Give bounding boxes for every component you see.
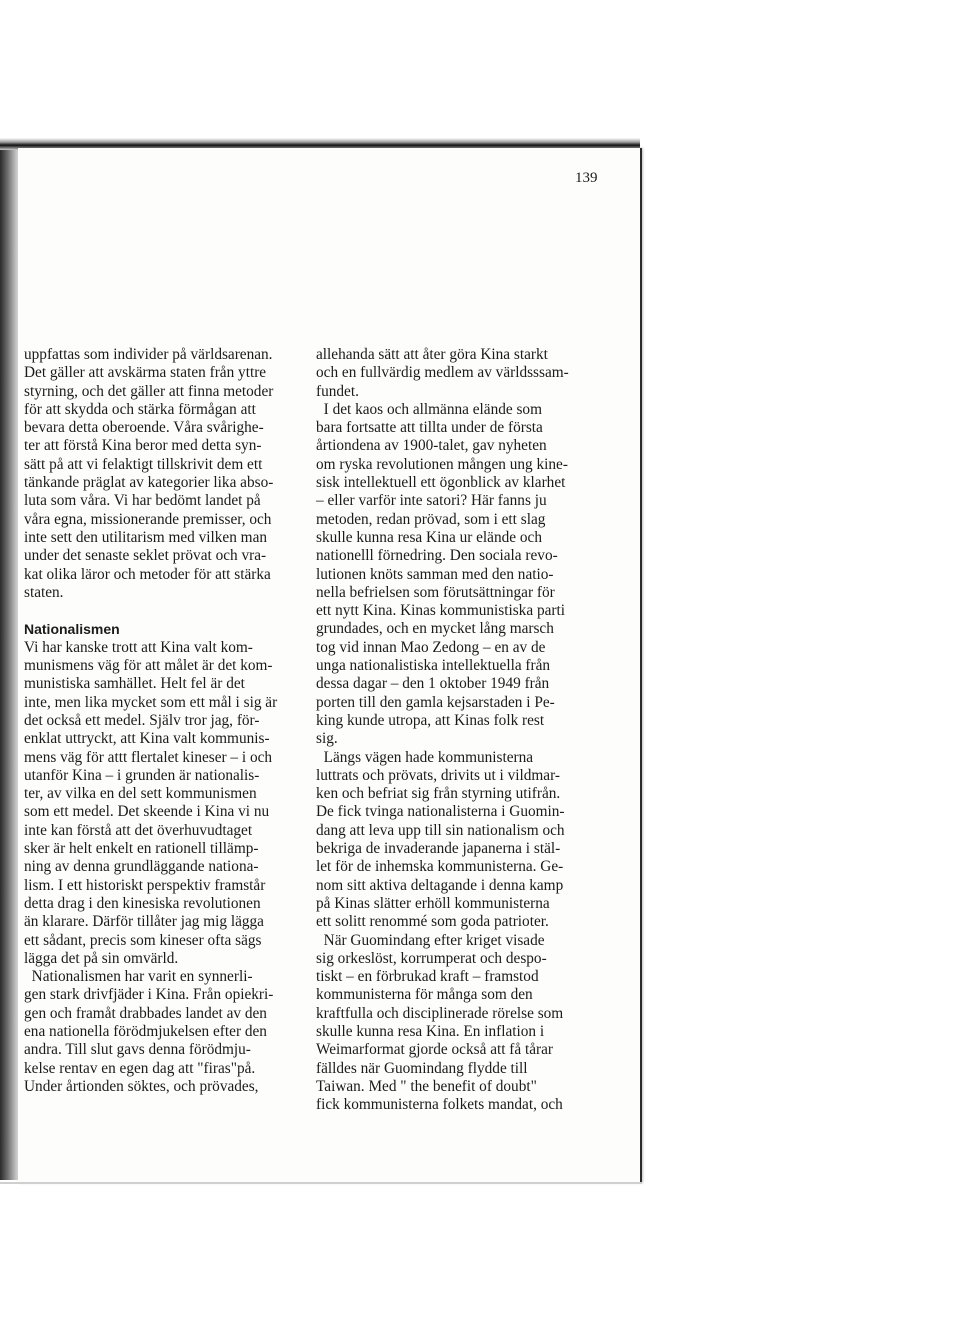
text-line: våra egna, missionerande premisser, och: [24, 510, 272, 528]
section-heading: Nationalismen: [24, 621, 120, 638]
text-line: skulle kunna resa Kina. En inflation i: [316, 1022, 545, 1040]
text-line: gen och framåt drabbades landet av den: [24, 1004, 267, 1022]
text-line: fick kommunisterna folkets mandat, och: [316, 1096, 563, 1114]
scan-binding-shadow: [0, 150, 18, 1180]
text-line: kat olika läror och metoder för att stärka: [24, 565, 271, 583]
text-line: under det senaste seklet prövat och vra-: [24, 547, 267, 565]
text-line: styrning, och det gäller att finna metoder: [24, 382, 274, 400]
text-line: om ryska revolutionen mången ung kine-: [316, 455, 568, 473]
text-line: enklat uttryckt, att Kina valt kommunis-: [24, 730, 270, 748]
text-line: metoden, redan prövad, som i ett slag: [316, 510, 546, 528]
text-line: bekriga de invaderande japanerna i stäl-: [316, 840, 561, 858]
text-line: grundades, och en mycket lång marsch: [316, 620, 554, 638]
text-line: som ett medel. Det skeende i Kina vi nu: [24, 803, 270, 821]
text-line: [24, 602, 296, 620]
text-line: ena nationella förödmjukelsen efter den: [24, 1022, 267, 1040]
text-line: kelse rentav en egen dag att "firas"på.: [24, 1059, 256, 1077]
text-line: nella befrielsen som förutsättningar för: [316, 583, 555, 601]
text-line: luttrats och prövats, drivits ut i vildmar-: [316, 766, 560, 784]
text-line: andra. Till slut gavs denna förödmju-: [24, 1041, 251, 1059]
text-line: skulle kunna resa Kina ur elände och: [316, 528, 542, 546]
text-line: Det gäller att avskärma staten från yttre: [24, 364, 267, 382]
text-line: Weimarformat gjorde också att få tårar: [316, 1041, 554, 1059]
text-line: unga nationalistiska intellektuella från: [316, 657, 551, 675]
text-line: ter att förstå Kina beror med detta syn-: [24, 437, 262, 455]
text-line: och en fullvärdig medlem av världsssam-: [316, 364, 569, 382]
text-line: dessa dagar – den 1 oktober 1949 från: [316, 675, 550, 693]
text-line: staten.: [24, 583, 64, 601]
text-line: De fick tvinga nationalisterna i Guomin-: [316, 803, 565, 821]
text-line: tog vid innan Mao Zedong – en av de: [316, 638, 546, 656]
text-line: lägga det på sin omvärld.: [24, 949, 179, 967]
text-line: nationelll förnedring. Den sociala revo-: [316, 547, 558, 565]
text-line: Taiwan. Med " the benefit of doubt": [316, 1077, 537, 1095]
text-line: fundet.: [316, 382, 359, 400]
text-line: allehanda sätt att åter göra Kina starkt: [316, 346, 548, 363]
text-line: lism. I ett historiskt perspektiv framstår: [24, 876, 266, 894]
text-line: Nationalismen har varit en synnerli-: [24, 968, 253, 986]
text-line: ett sådant, precis som kineser ofta sägs: [24, 931, 262, 949]
text-line: När Guomindang efter kriget visade: [316, 931, 545, 949]
text-line: tiskt – en förbrukad kraft – framstod: [316, 968, 539, 986]
text-line: sig.: [316, 730, 338, 748]
text-line: ning av denna grundläggande nationa-: [24, 858, 259, 876]
text-line: I det kaos och allmänna elände som: [316, 400, 542, 418]
text-line: inte, men lika mycket som ett mål i sig är: [24, 693, 278, 711]
text-line: Längs vägen hade kommunisterna: [316, 748, 534, 766]
text-line: utanför Kina – i grunden är nationalis-: [24, 766, 260, 784]
text-line: kommunisterna för många som den: [316, 986, 533, 1004]
text-line: lutionen knöts samman med den natio-: [316, 565, 554, 583]
text-line: mens väg för attt flertalet kineser – i och: [24, 748, 273, 766]
text-line: king kunde utropa, att Kinas folk rest: [316, 711, 545, 729]
text-line: Vi har kanske trott att Kina valt kom-: [24, 638, 253, 656]
text-line: dang att leva upp till sin nationalism och: [316, 821, 565, 839]
text-line: inte sett den utilitarism med vilken man: [24, 528, 268, 546]
text-line: Under årtionden söktes, och prövades,: [24, 1077, 259, 1095]
text-line: sisk intellektuell ett ögonblick av klarhet: [316, 474, 566, 492]
text-line: sätt på att vi felaktigt tillskrivit dem ett: [24, 455, 263, 473]
text-line: än klarare. Därför tillåter jag mig lägga: [24, 913, 264, 931]
text-line: munismens väg för att målet är det kom-: [24, 657, 273, 675]
text-line: porten till den gamla kejsarstaden i Pe-: [316, 693, 555, 711]
text-line: luta som våra. Vi har bedömt landet på: [24, 492, 261, 510]
text-line: nom sitt aktiva deltagande i denna kamp: [316, 876, 564, 894]
text-line: det också ett medel. Själv tror jag, för-: [24, 711, 260, 729]
text-line: för att skydda och stärka förmågan att: [24, 400, 256, 418]
text-line: sig orkeslöst, korrumperat och despo-: [316, 949, 547, 967]
text-line: ken och befriat sig från styrning utifrån.: [316, 785, 561, 803]
text-line: inte kan förstå att det överhuvudtaget: [24, 821, 253, 839]
page-number: 139: [575, 170, 598, 186]
text-line: – eller varför inte satori? Här fanns ju: [316, 492, 547, 510]
left-text-column: [24, 346, 296, 1096]
text-line: gen stark drivfjäder i Kina. Från opiekri-: [24, 986, 274, 1004]
text-line: detta drag i den kinesiska revolutionen: [24, 894, 261, 912]
text-line: på Kinas slätter erhöll kommunisterna: [316, 894, 550, 912]
text-line: bara fortsatte att tillta under de första: [316, 419, 543, 437]
text-line: kraftfulla och disciplinerade rörelse som: [316, 1004, 564, 1022]
text-line: sker är helt enkelt en rationell tillämp-: [24, 840, 259, 858]
text-line: fälldes när Guomindang flydde till: [316, 1059, 528, 1077]
text-line: ett solitt renommé som goda patrioter.: [316, 913, 549, 931]
text-line: uppfattas som individer på världsarenan.: [24, 346, 273, 363]
right-text-column: [316, 346, 601, 1114]
text-line: bevara detta oberoende. Våra svårighe-: [24, 419, 264, 437]
text-line: årtiondena av 1900-talet, gav nyheten: [316, 437, 547, 455]
text-line: munistiska samhället. Helt fel är det: [24, 675, 245, 693]
page-bottom-edge: [0, 1182, 642, 1184]
text-line: tänkande präglat av kategorier lika abso-: [24, 474, 274, 492]
text-line: ett nytt Kina. Kinas kommunistiska parti: [316, 602, 565, 620]
text-line: ter, av vilka en del sett kommunismen: [24, 785, 257, 803]
text-line: let för de inhemska kommunisterna. Ge-: [316, 858, 564, 876]
